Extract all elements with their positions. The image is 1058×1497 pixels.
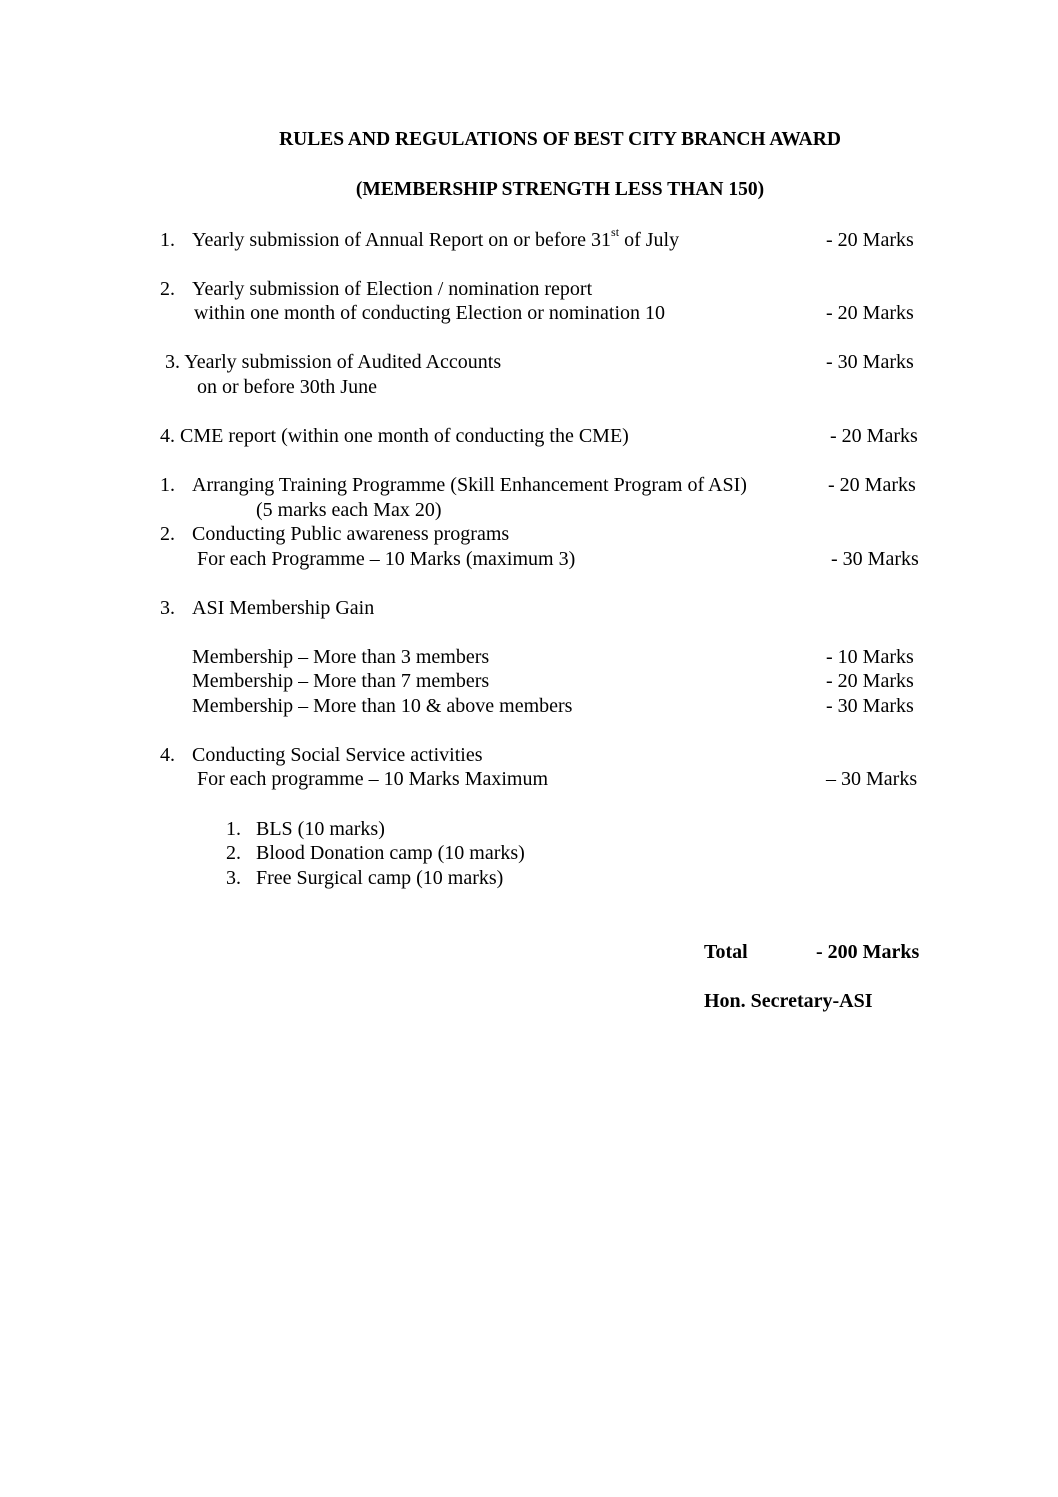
membership-row-marks: - 20 Marks <box>826 670 914 692</box>
item-text <box>192 225 680 252</box>
item-text-line1: Conducting Social Service activities <box>192 744 483 766</box>
item-text-line1: 4. CME report (within one month of conducting the CME) <box>160 425 629 447</box>
item-marks: - 20 Marks <box>830 425 918 447</box>
membership-row-text: Membership – More than 3 members <box>192 646 490 668</box>
item-text-line2: For each Programme – 10 Marks (maximum 3) <box>197 548 576 570</box>
sub-item-number: 1. <box>226 818 241 840</box>
item-text-line2: on or before 30th June <box>197 376 377 398</box>
item-number: 1. <box>160 229 175 251</box>
item-number: 1. <box>160 474 175 496</box>
item-number: 2. <box>160 278 175 300</box>
item-text-line2: within one month of conducting Election or nomination 10 <box>194 302 666 324</box>
total-label: Total <box>704 941 748 963</box>
sub-item-number: 3. <box>226 867 241 889</box>
item-marks: - 30 Marks <box>826 351 914 373</box>
membership-row-text: Membership – More than 10 & above members <box>192 695 573 717</box>
item-text-line2: (5 marks each Max 20) <box>256 499 442 521</box>
item-text-line1: Arranging Training Programme (Skill Enhancement Program of ASI) <box>192 474 747 496</box>
item-text-line1: Conducting Public awareness programs <box>192 523 510 545</box>
item-text-line1: Yearly submission of Election / nomination report <box>192 278 593 300</box>
item-text-line1: ASI Membership Gain <box>192 597 375 619</box>
item-text-line1: 3. Yearly submission of Audited Accounts <box>165 351 502 373</box>
sub-item-text: Free Surgical camp (10 marks) <box>256 867 504 889</box>
membership-row-text: Membership – More than 7 members <box>192 670 490 692</box>
document-subtitle: (MEMBERSHIP STRENGTH LESS THAN 150) <box>355 179 765 200</box>
item-marks: - 20 Marks <box>826 229 914 251</box>
item-text-line2: For each programme – 10 Marks Maximum <box>197 768 549 790</box>
item-marks: – 30 Marks <box>826 768 918 790</box>
item-text-end: of July <box>619 229 680 251</box>
sub-item-text: Blood Donation camp (10 marks) <box>256 842 525 864</box>
signature: Hon. Secretary-ASI <box>704 990 873 1012</box>
item-text-main: Yearly submission of Annual Report on or before 31 <box>192 229 612 251</box>
item-marks: - 30 Marks <box>831 548 919 570</box>
membership-row-marks: - 10 Marks <box>826 646 914 668</box>
item-number: 3. <box>160 597 175 619</box>
total-value: - 200 Marks <box>816 941 920 963</box>
sub-item-number: 2. <box>226 842 241 864</box>
item-number: 2. <box>160 523 175 545</box>
document-title: RULES AND REGULATIONS OF BEST CITY BRANCH AWARD <box>279 129 841 150</box>
item-text-superscript: st <box>611 225 620 240</box>
item-marks: - 20 Marks <box>828 474 916 496</box>
item-marks: - 20 Marks <box>826 302 914 324</box>
sub-item-text: BLS (10 marks) <box>256 818 385 840</box>
item-number: 4. <box>160 744 175 766</box>
membership-row-marks: - 30 Marks <box>826 695 914 717</box>
